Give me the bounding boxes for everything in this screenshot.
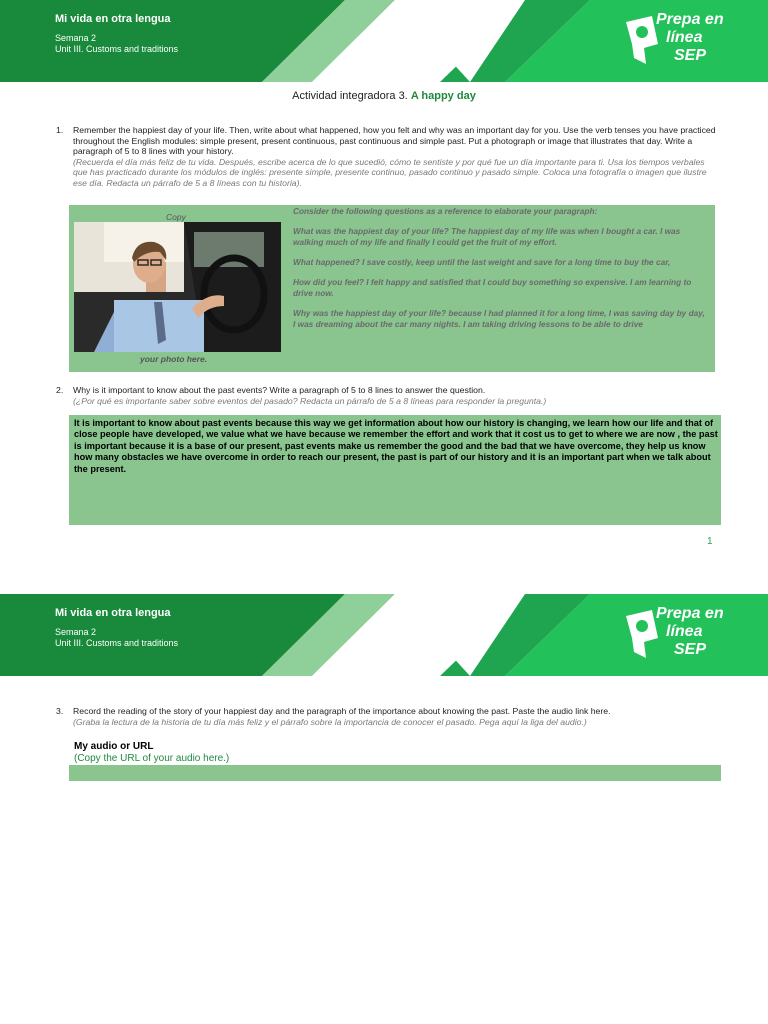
audio-hint: (Copy the URL of your audio here.) bbox=[74, 753, 230, 764]
happy-day-photo bbox=[74, 222, 281, 352]
logo-line-3: SEP bbox=[674, 47, 707, 64]
answer-2-text: It is important to know about past events because this way we get information about how our history is changing, we learn how our life and that of close people have developed, we value what we have because we remember the effort and work that it cost us to get to where we are now , the past is important because it is a base of our present, past events make us remember the good and the bad that we have overcome, they help us know how many obstacles we have overcome in order to reach our present, the past is part of our history and it is an important part when we talk about the present. bbox=[74, 418, 718, 474]
page-number: 1 bbox=[707, 536, 713, 547]
course-title: Mi vida en otra lengua bbox=[55, 607, 171, 619]
week-label: Semana 2 bbox=[55, 33, 97, 43]
question-3-text: Record the reading of the story of your happiest day and the paragraph of the importance about knowing the past. Paste the audio link here. bbox=[73, 706, 611, 716]
logo-line-3: SEP bbox=[674, 641, 707, 658]
question-3 bbox=[56, 706, 716, 727]
answer-1-line: Why was the happiest day of your life? because I had planned it for a long time, I was saving day by day, I was dreaming about the car many nights. I am taking driving lessons to be able to drive bbox=[293, 308, 705, 329]
question-2 bbox=[56, 385, 716, 406]
question-1-spanish: (Recuerda el día más feliz de tu vida. Después, escribe acerca de lo que sucedió, cómo te sentiste y por qué fue un día importante para ti. Usa los tiempos verbales que has practicado durante los módulos de inglés: presente simple, presente continuo, pasado continuo y pasado simple. Coloca una fotografía o imagen que ilustre ese día. Redacta un párrafo de 5 a 8 líneas con tu historia). bbox=[73, 156, 707, 188]
answer-1-intro: Consider the following questions as a reference to elaborate your paragraph: bbox=[293, 206, 598, 216]
header-banner bbox=[0, 594, 768, 676]
answer-1-line: What was the happiest day of your life? The happiest day of my life was when I bought a car. I was walking much of my life and finally I could get the fruit of my effort. bbox=[293, 226, 681, 247]
question-2-text: Why is it important to know about the past events? Write a paragraph of 5 to 8 lines to answer the question. bbox=[73, 385, 486, 395]
audio-label: My audio or URL bbox=[74, 741, 154, 752]
header-banner bbox=[0, 0, 768, 82]
week-label: Semana 2 bbox=[55, 627, 97, 637]
course-title: Mi vida en otra lengua bbox=[55, 13, 171, 25]
unit-label: Unit III. Customs and traditions bbox=[55, 44, 179, 54]
activity-name: A happy day bbox=[410, 90, 476, 102]
unit-label: Unit III. Customs and traditions bbox=[55, 638, 179, 648]
question-3-number: 3. bbox=[56, 706, 64, 716]
question-1-number: 1. bbox=[56, 125, 64, 135]
prepa-en-linea-logo bbox=[622, 10, 732, 74]
answer-1-text bbox=[293, 206, 708, 339]
logo-line-2: línea bbox=[666, 623, 703, 640]
question-3-spanish: (Graba la lectura de la historia de tu día más feliz y el párrafo sobre la importancia de conocer el pasado. Pega aquí la liga del audio.) bbox=[73, 716, 587, 727]
answer-1-line: What happened? I save costly, keep until the last weight and save for a long time to buy the car, bbox=[293, 257, 671, 267]
audio-url-box[interactable] bbox=[69, 765, 721, 781]
question-2-number: 2. bbox=[56, 385, 64, 395]
question-1-text: Remember the happiest day of your life. Then, write about what happened, how you felt and why was an important day for you. Use the verb tenses you have practiced throughout the English modules: simple present, present continuous, past continuous and simple past. Put a photograph or image that illustrates that day. Write a paragraph of 5 to 8 lines with your history. bbox=[73, 125, 716, 157]
logo-line-2: línea bbox=[666, 29, 703, 46]
question-1 bbox=[56, 125, 716, 189]
prepa-en-linea-logo bbox=[622, 604, 732, 668]
activity-title bbox=[0, 90, 768, 102]
photo-hint-bottom: your photo here. bbox=[140, 354, 208, 364]
photo-hint-top: Copy bbox=[166, 212, 186, 222]
activity-prefix: Actividad integradora 3. bbox=[292, 90, 408, 102]
logo-line-1: Prepa en bbox=[656, 11, 724, 28]
question-2-spanish: (¿Por qué es importante saber sobre eventos del pasado? Redacta un párrafo de 5 a 8 líneas para responder la pregunta.) bbox=[73, 395, 547, 406]
logo-line-1: Prepa en bbox=[656, 605, 724, 622]
answer-1-line: How did you feel? I felt happy and satisfied that I could buy something so expensive. I am learning to drive now. bbox=[293, 277, 692, 298]
